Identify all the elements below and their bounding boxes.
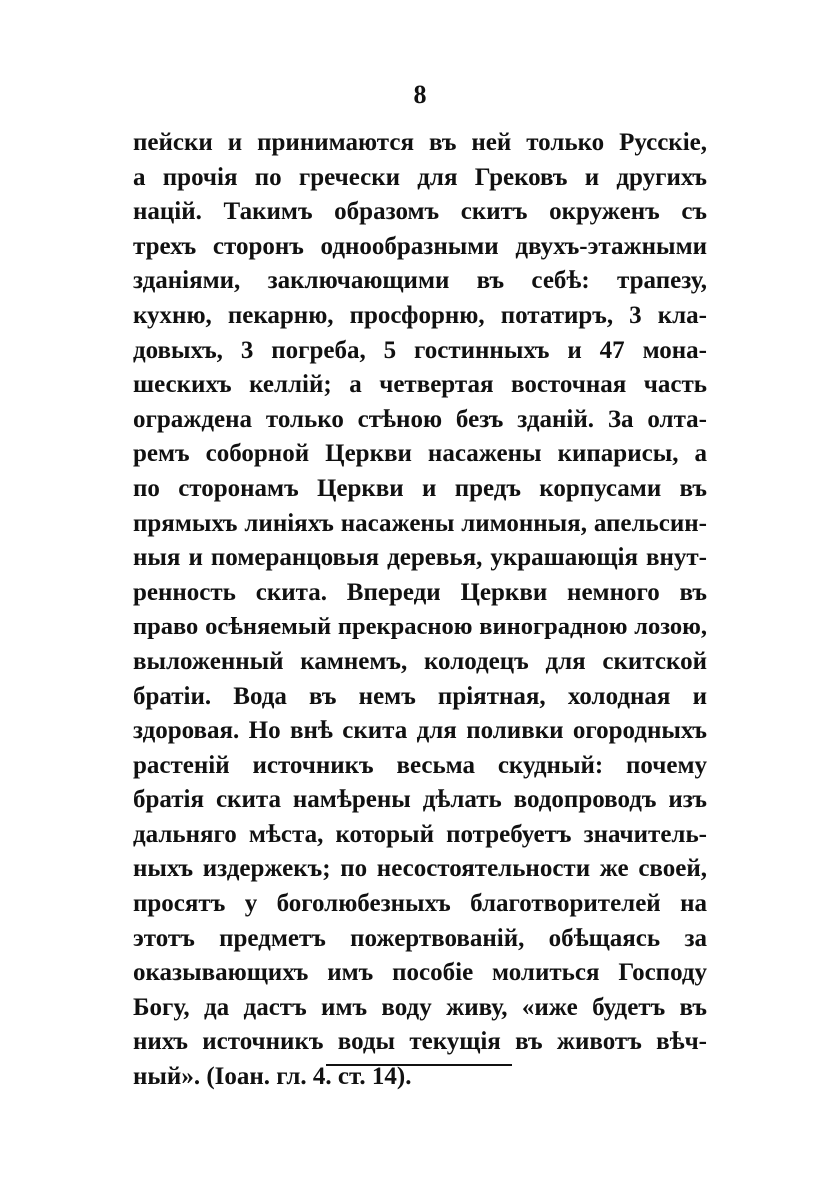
text-line: шескихъ келлій; а четвертая восточная часть xyxy=(133,371,707,399)
text-line: зданіями, заключающими въ себѣ: трапезу, xyxy=(133,267,707,295)
text-line: право осѣняемый прекрасною виноградною лозою, xyxy=(133,613,707,641)
text-line: братія скита намѣрены дѣлать водопроводъ изъ xyxy=(133,786,707,814)
text-line: трехъ сторонъ однообразными двухъ-этажными xyxy=(133,232,707,260)
page-number: 8 xyxy=(413,80,427,109)
text-line: ныхъ издержекъ; по несостоятельности же своей, xyxy=(133,855,707,883)
section-divider xyxy=(326,1064,512,1066)
text-line: довыхъ, 3 погреба, 5 гостинныхъ и 47 мона- xyxy=(133,336,707,364)
text-line: по сторонамъ Церкви и предъ корпусами въ xyxy=(133,474,707,502)
text-line: ремъ соборной Церкви насажены кипарисы, а xyxy=(133,440,707,468)
text-line: ренность скита. Впереди Церкви немного въ xyxy=(133,578,707,606)
text-line: а прочія по гречески для Грековъ и другихъ xyxy=(133,163,707,191)
body-text xyxy=(133,126,707,1095)
text-line: ограждена только стѣною безъ зданій. За олта- xyxy=(133,405,707,433)
text-line: растеній источникъ весьма скудный: почему xyxy=(133,751,707,779)
text-line: братіи. Вода въ немъ пріятная, холодная и xyxy=(133,682,707,710)
text-line: націй. Такимъ образомъ скитъ окруженъ съ xyxy=(133,198,707,226)
text-line: ный». (Іоан. гл. 4. ст. 14). xyxy=(133,1063,412,1091)
text-line: оказывающихъ имъ пособіе молиться Господу xyxy=(133,959,707,987)
text-line: здоровая. Но внѣ скита для поливки огородныхъ xyxy=(133,717,707,745)
text-line: ныя и померанцовыя деревья, украшающія внут- xyxy=(133,544,707,572)
text-line: Богу, да дастъ имъ воду живу, «иже будетъ въ xyxy=(133,993,707,1021)
text-line: этотъ предметъ пожертвованій, обѣщаясь за xyxy=(133,924,707,952)
text-line: нихъ источникъ воды текущія въ животъ вѣч- xyxy=(133,1028,707,1056)
text-line: выложенный камнемъ, колодецъ для скитской xyxy=(133,647,707,675)
text-line: просятъ у боголюбезныхъ благотворителей на xyxy=(133,890,707,918)
text-line: прямыхъ линіяхъ насажены лимонныя, апельсин- xyxy=(133,509,707,537)
text-line: пейски и принимаются въ ней только Русскіе, xyxy=(133,129,707,156)
text-line: кухню, пекарню, просфорню, потатиръ, 3 кла- xyxy=(133,301,707,329)
text-line: дальняго мѣста, который потребуетъ значитель- xyxy=(133,820,707,848)
